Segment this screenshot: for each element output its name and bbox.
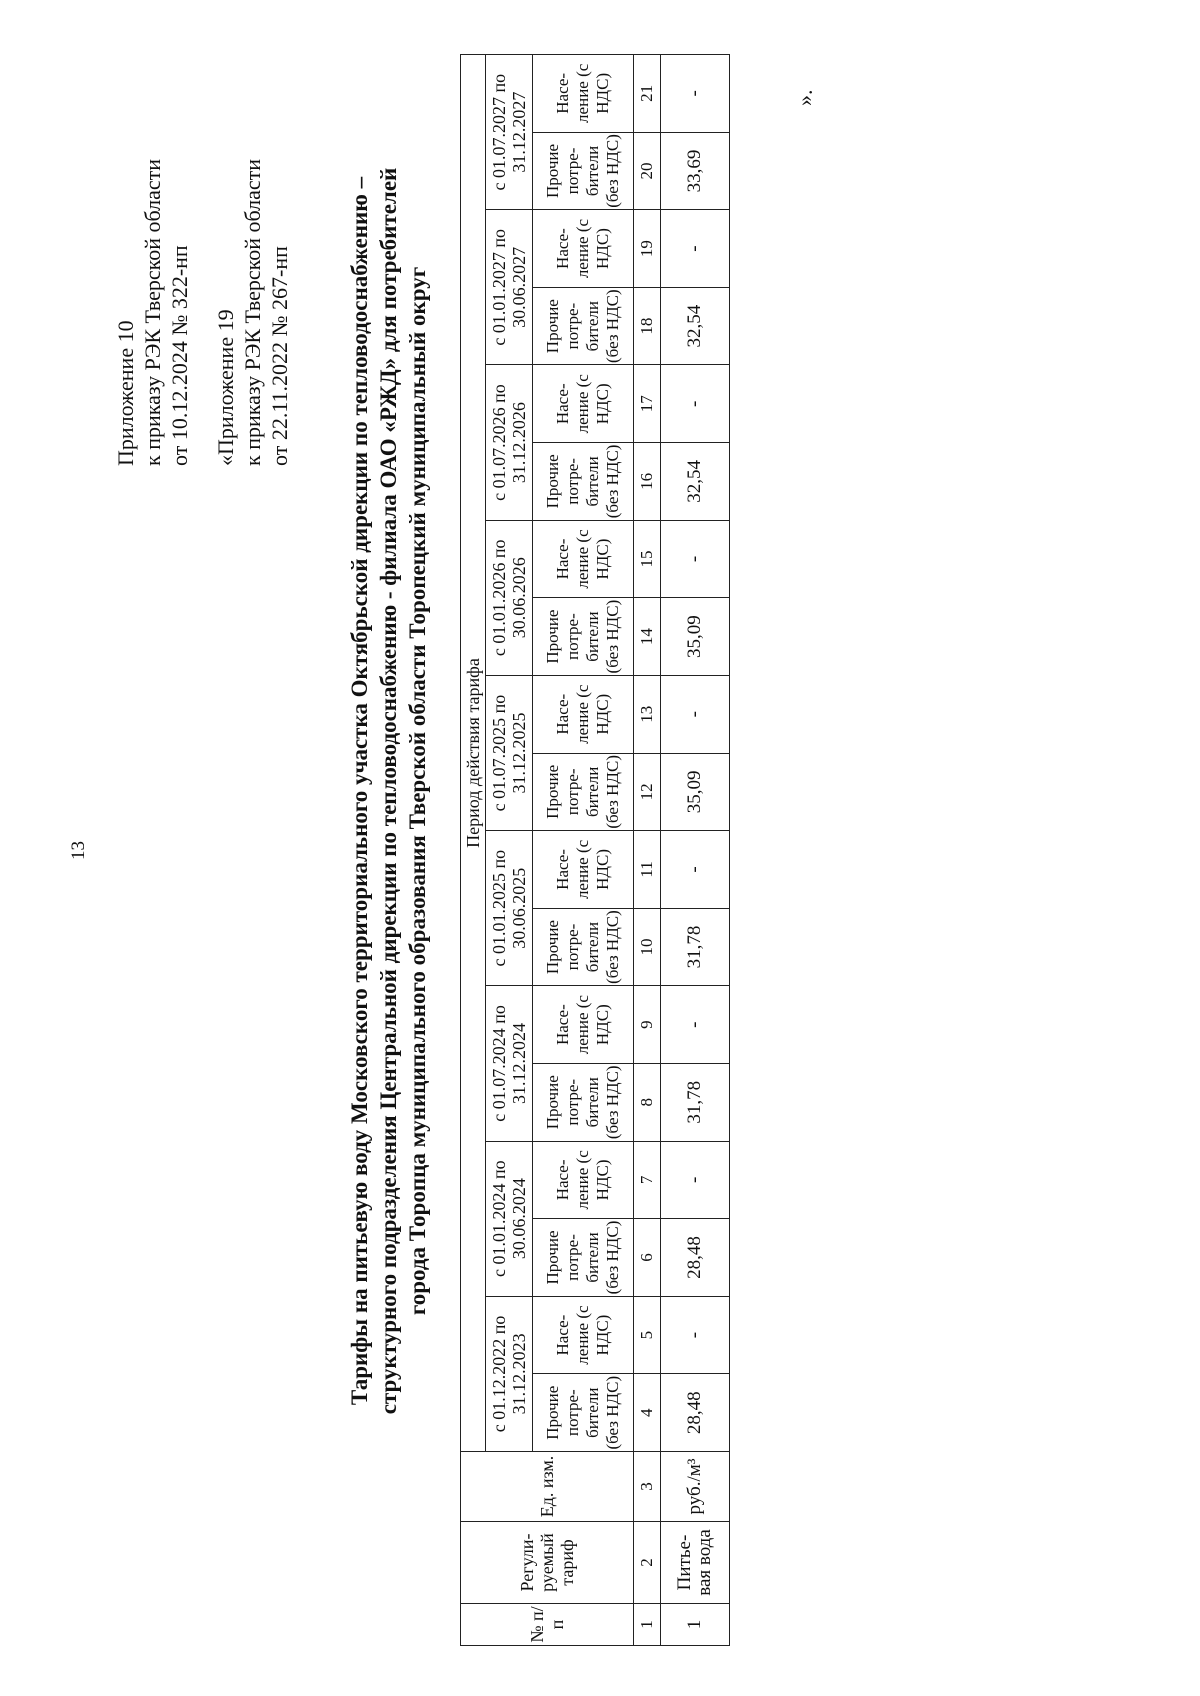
tariff-value-cell: 35,09 [661,753,730,831]
tariff-value-cell: - [661,1296,730,1374]
column-number: 16 [634,443,661,521]
tariff-value-cell: - [661,1141,730,1219]
period-range-header: с 01.12.2022 по 31.12.2023 [486,1296,533,1451]
column-number: 19 [634,210,661,288]
header-line: к приказу РЭК Тверской области [140,158,165,466]
period-range-header: с 01.07.2027 по 31.12.2027 [486,55,533,210]
period-range-header: с 01.01.2026 по 30.06.2026 [486,520,533,675]
column-number: 14 [634,598,661,676]
row-unit: руб./м³ [661,1452,730,1522]
column-number: 7 [634,1141,661,1219]
tariff-value-cell: 33,69 [661,132,730,210]
period-range-header: с 01.07.2024 по 31.12.2024 [486,986,533,1141]
period-range-header: с 01.01.2027 по 30.06.2027 [486,210,533,365]
column-number: 13 [634,675,661,753]
row-tariff-name: Питье-вая вода [661,1522,730,1604]
tariff-value-cell: - [661,675,730,753]
subheader-other-consumers: Прочие потре-бители (без НДС) [533,1219,634,1297]
row-number: 1 [661,1604,730,1646]
column-number: 2 [634,1522,661,1604]
closing-quote: ». [792,89,817,106]
period-range-header: с 01.01.2025 по 30.06.2025 [486,831,533,986]
header-tariff-period: Период действия тарифа [461,55,486,1452]
column-number: 1 [634,1604,661,1646]
header-row-number: № п/п [461,1604,634,1646]
header-regulated-tariff: Регули-руемый тариф [461,1522,634,1604]
header-line: Приложение 10 [113,320,138,466]
tariff-value-cell: 31,78 [661,908,730,986]
tariff-value-cell: 28,48 [661,1374,730,1452]
column-number: 10 [634,908,661,986]
tariff-value-cell: 32,54 [661,443,730,521]
appendix-header-current [112,159,193,466]
subheader-other-consumers: Прочие потре-бители (без НДС) [533,908,634,986]
tariff-value-cell: - [661,831,730,909]
subheader-other-consumers: Прочие потре-бители (без НДС) [533,753,634,831]
subheader-other-consumers: Прочие потре-бители (без НДС) [533,443,634,521]
period-range-header: с 01.07.2025 по 31.12.2025 [486,675,533,830]
subheader-population: Насе-ление (с НДС) [533,675,634,753]
title-line: структурного подразделения Центральной дирекции по тепловодоснабжению - филиала ОАО «РЖД» для потребителей [376,167,401,1415]
column-number: 20 [634,132,661,210]
tariff-value-cell: - [661,986,730,1064]
column-number: 21 [634,55,661,133]
column-number: 17 [634,365,661,443]
header-line: к приказу РЭК Тверской области [240,158,265,466]
column-number: 11 [634,831,661,909]
tariff-value-cell: - [661,55,730,133]
tariff-value-cell: 35,09 [661,598,730,676]
subheader-other-consumers: Прочие потре-бители (без НДС) [533,132,634,210]
subheader-other-consumers: Прочие потре-бители (без НДС) [533,1063,634,1141]
title-line: Тарифы на питьевую воду Московского территориального участка Октябрьской дирекции по тепловодоснабжению – [347,176,372,1406]
subheader-population: Насе-ление (с НДС) [533,1141,634,1219]
subheader-other-consumers: Прочие потре-бители (без НДС) [533,598,634,676]
subheader-population: Насе-ление (с НДС) [533,55,634,133]
column-number: 15 [634,520,661,598]
column-number: 5 [634,1296,661,1374]
tariff-table [460,54,730,1646]
tariff-value-cell: 28,48 [661,1219,730,1297]
appendix-header-previous [212,159,293,466]
column-number: 9 [634,986,661,1064]
header-line: от 22.11.2022 № 267-нп [267,246,292,466]
subheader-population: Насе-ление (с НДС) [533,365,634,443]
column-number: 18 [634,287,661,365]
subheader-other-consumers: Прочие потре-бители (без НДС) [533,1374,634,1452]
column-number: 12 [634,753,661,831]
tariff-value-cell: - [661,520,730,598]
column-number: 6 [634,1219,661,1297]
header-line: «Приложение 19 [213,309,238,466]
tariff-value-cell: - [661,210,730,288]
period-range-header: с 01.07.2026 по 31.12.2026 [486,365,533,520]
column-number: 8 [634,1063,661,1141]
subheader-population: Насе-ление (с НДС) [533,1296,634,1374]
tariff-value-cell: - [661,365,730,443]
title-line: города Торопца муниципального образования Тверской области Торопецкий муниципальный округ [405,266,430,1316]
tariff-value-cell: 31,78 [661,1063,730,1141]
column-number: 3 [634,1452,661,1522]
tariff-value-cell: 32,54 [661,287,730,365]
subheader-population: Насе-ление (с НДС) [533,210,634,288]
subheader-population: Насе-ление (с НДС) [533,831,634,909]
document-title [345,126,432,1456]
subheader-population: Насе-ление (с НДС) [533,520,634,598]
subheader-population: Насе-ление (с НДС) [533,986,634,1064]
column-number: 4 [634,1374,661,1452]
subheader-other-consumers: Прочие потре-бители (без НДС) [533,287,634,365]
page-number: 13 [68,841,89,860]
header-unit: Ед. изм. [461,1452,634,1522]
header-line: от 10.12.2024 № 322-нп [167,245,192,466]
period-range-header: с 01.01.2024 по 30.06.2024 [486,1141,533,1296]
